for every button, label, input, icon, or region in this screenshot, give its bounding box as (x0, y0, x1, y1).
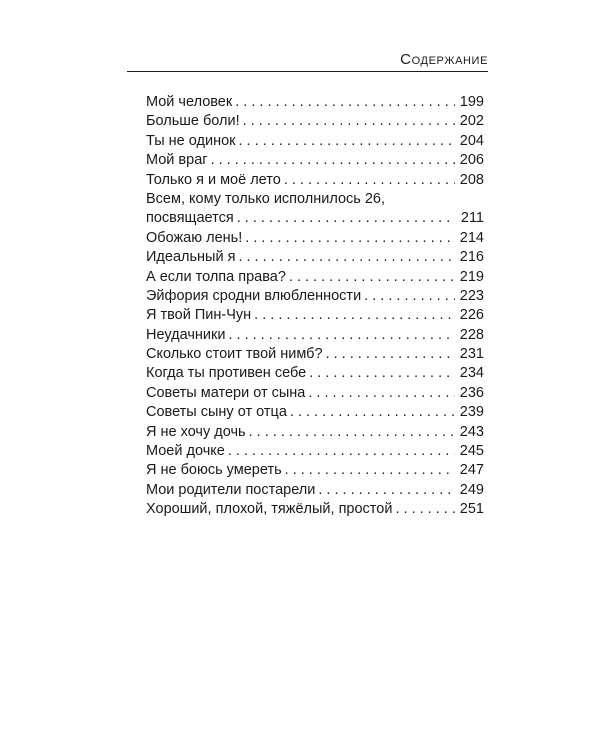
table-of-contents (146, 93, 484, 520)
toc-entry[interactable] (146, 500, 484, 519)
toc-entry-page: 204 (459, 132, 484, 149)
toc-leader-dots (249, 423, 455, 442)
toc-entry[interactable] (146, 248, 484, 267)
toc-leader-dots (235, 93, 455, 112)
toc-entry-page: 214 (459, 229, 484, 246)
toc-entry[interactable] (146, 326, 484, 345)
toc-leader-dots (238, 248, 455, 267)
toc-entry[interactable] (146, 112, 484, 131)
toc-entry-page: 228 (459, 326, 484, 343)
toc-entry[interactable] (146, 171, 484, 190)
toc-entry-title: Ты не одинок (146, 132, 236, 149)
toc-leader-dots (254, 306, 455, 325)
toc-entry-page: 202 (459, 113, 484, 130)
toc-entry[interactable] (146, 268, 484, 287)
toc-entry-title-line1: Всем, кому только исполнилось 26, (146, 190, 386, 207)
toc-entry-title: Хороший, плохой, тяжёлый, простой (146, 501, 393, 518)
header-rule (127, 71, 488, 72)
toc-entry[interactable] (146, 151, 484, 170)
toc-entry[interactable] (146, 423, 484, 442)
toc-entry-page: 226 (459, 307, 484, 324)
toc-entry[interactable] (146, 229, 484, 248)
toc-entry-title: Эйфория сродни влюбленности (146, 287, 362, 304)
toc-leader-dots (237, 209, 455, 228)
toc-leader-dots (309, 364, 455, 383)
toc-entry[interactable] (146, 384, 484, 403)
toc-entry-page: 243 (459, 423, 484, 440)
toc-leader-dots (285, 461, 455, 480)
toc-entry-title: Неудачники (146, 326, 226, 343)
toc-entry-title: Обожаю лень! (146, 229, 243, 246)
toc-entry-page: 223 (459, 287, 484, 304)
toc-entry-page: 211 (460, 210, 484, 227)
toc-entry-title: Я не боюсь умереть (146, 462, 282, 479)
toc-entry-title: Когда ты противен себе (146, 365, 307, 382)
toc-entry-title: Больше боли! (146, 113, 240, 130)
toc-entry-page: 208 (459, 171, 484, 188)
toc-entry-title: А если толпа права? (146, 268, 286, 285)
toc-leader-dots (228, 326, 455, 345)
toc-leader-dots (284, 171, 455, 190)
toc-leader-dots (290, 403, 455, 422)
toc-entry-page: 251 (459, 501, 484, 518)
toc-entry-page: 206 (459, 152, 484, 169)
toc-entry[interactable] (146, 481, 484, 500)
toc-entry-title: Советы сыну от отца (146, 404, 287, 421)
toc-entry[interactable] (146, 132, 484, 151)
toc-leader-dots (318, 481, 455, 500)
toc-entry-page: 199 (459, 94, 484, 110)
toc-leader-dots (245, 229, 455, 248)
toc-leader-dots (289, 268, 455, 287)
toc-entry-line2 (146, 209, 484, 228)
toc-entry[interactable] (146, 345, 484, 364)
toc-entry-title: Мои родители постарели (146, 481, 316, 498)
toc-leader-dots (243, 112, 455, 131)
toc-entry-page: 247 (459, 462, 484, 479)
toc-entry-page: 216 (459, 249, 484, 266)
toc-leader-dots (239, 132, 456, 151)
toc-entry-title: Только я и моё лето (146, 171, 281, 188)
toc-entry-page: 219 (459, 268, 484, 285)
toc-entry-page: 239 (459, 404, 484, 421)
toc-entry-page: 245 (459, 443, 484, 460)
toc-entry-title: Я твой Пин-Чун (146, 307, 252, 324)
toc-entry-title: Я не хочу дочь (146, 423, 246, 440)
toc-entry[interactable] (146, 287, 484, 306)
toc-entry-title: Идеальный я (146, 249, 236, 266)
toc-leader-dots (395, 500, 455, 519)
toc-entry[interactable] (146, 93, 484, 112)
toc-leader-dots (211, 151, 455, 170)
toc-leader-dots (228, 442, 455, 461)
toc-entry-title: Моей дочке (146, 443, 225, 460)
toc-entry-title: Советы матери от сына (146, 384, 306, 401)
toc-entry[interactable] (146, 364, 484, 383)
toc-entry[interactable] (146, 461, 484, 480)
toc-entry[interactable] (146, 442, 484, 461)
toc-leader-dots (364, 287, 455, 306)
toc-entry-title: Сколько стоит твой нимб? (146, 346, 323, 363)
toc-entry-page: 231 (459, 346, 484, 363)
toc-leader-dots (308, 384, 455, 403)
toc-entry-page: 236 (459, 384, 484, 401)
toc-entry-title: Мой человек (146, 94, 233, 110)
toc-entry-title: Мой враг (146, 152, 208, 169)
toc-entry-page: 249 (459, 481, 484, 498)
toc-entry[interactable] (146, 403, 484, 422)
toc-entry[interactable] (146, 306, 484, 325)
toc-entry-page: 234 (459, 365, 484, 382)
toc-leader-dots (326, 345, 455, 364)
toc-entry[interactable] (146, 190, 484, 229)
running-head: Содержание (400, 51, 488, 68)
toc-entry-title-line2: посвящается (146, 210, 234, 227)
